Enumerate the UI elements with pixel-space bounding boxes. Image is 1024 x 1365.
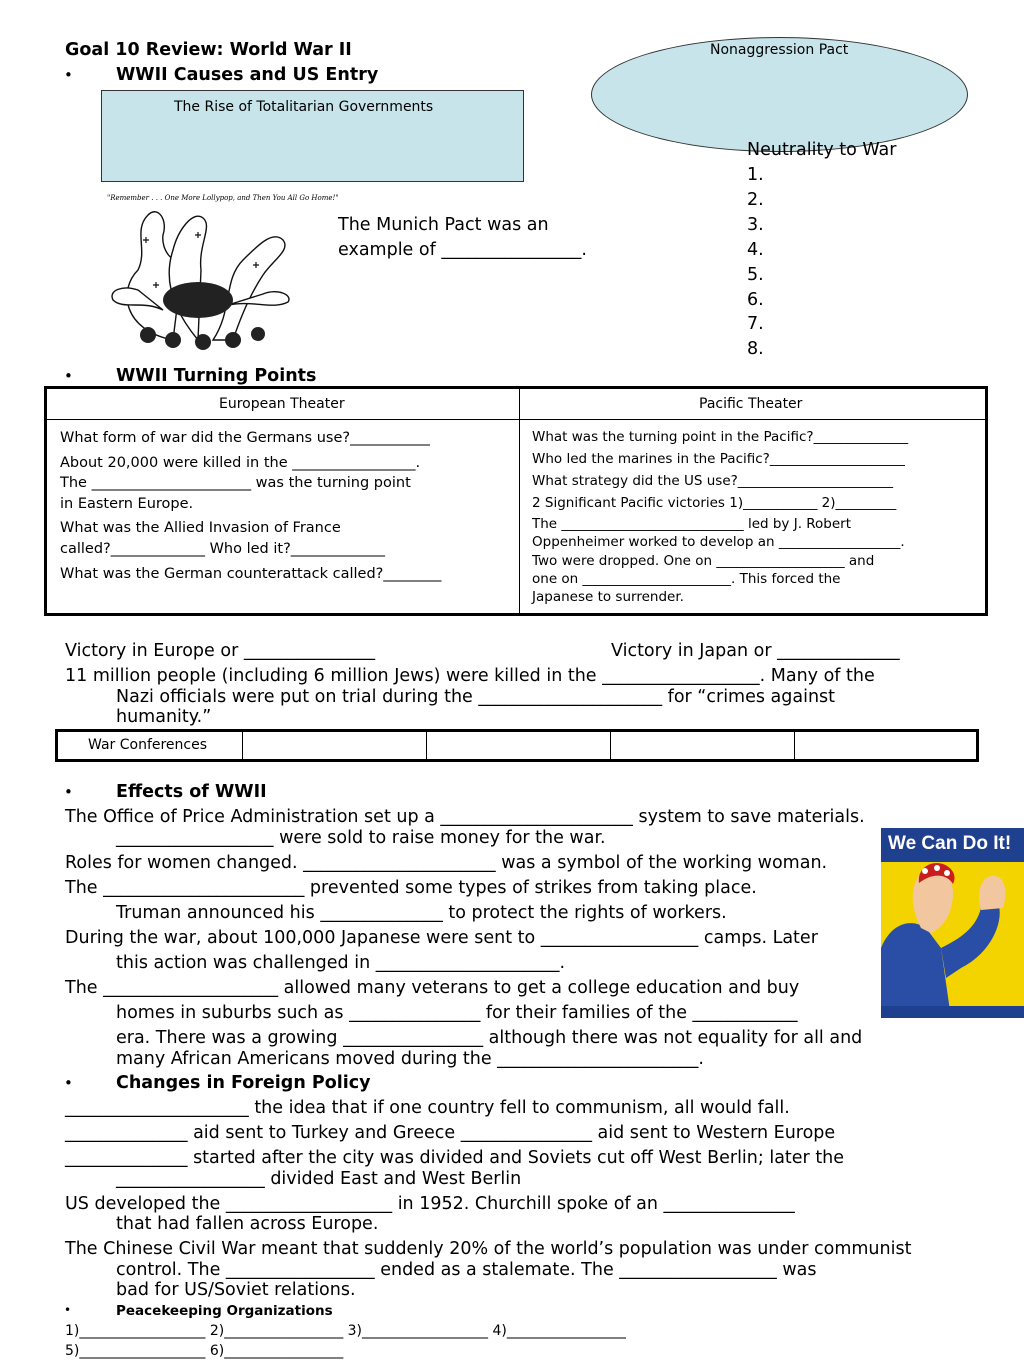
foreign-line: bad for US/Soviet relations.: [116, 1280, 356, 1300]
european-line: What was the Allied Invasion of France: [60, 520, 341, 536]
cartoon-caption: "Remember . . . One More Lollypop, and Then You All Go Home!": [107, 194, 339, 202]
we-can-do-it-poster: [881, 828, 1024, 1018]
section-heading-turning-points: WWII Turning Points: [116, 366, 317, 386]
foreign-line: that had fallen across Europe.: [116, 1214, 379, 1234]
foreign-line: ______________ aid sent to Turkey and Greece _______________ aid sent to Western Europe: [65, 1123, 836, 1143]
munich-line-1: The Munich Pact was an: [338, 215, 549, 235]
bullet-icon: •: [64, 367, 73, 385]
neutrality-title: Neutrality to War: [747, 140, 897, 160]
pacific-line: Oppenheimer worked to develop an __________________.: [532, 534, 905, 550]
page-title: Goal 10 Review: World War II: [65, 40, 352, 60]
neutrality-item: 3.: [747, 215, 764, 235]
foreign-line: The Chinese Civil War meant that suddenly 20% of the world’s population was under communist: [65, 1239, 912, 1259]
bullet-icon: •: [64, 66, 73, 84]
victory-europe: Victory in Europe or _______________: [65, 641, 376, 661]
pacific-line: one on ______________________. This forced the: [532, 571, 841, 587]
neutrality-item: 5.: [747, 265, 764, 285]
european-theater-header: European Theater: [219, 396, 345, 412]
pacific-line: Two were dropped. One on ___________________ and: [532, 553, 875, 569]
european-line: The ______________________ was the turning point: [60, 475, 411, 491]
pacific-line: The ___________________________ led by J. Robert: [532, 516, 852, 532]
nonaggression-pact-oval: [591, 37, 968, 152]
effects-line: __________________ were sold to raise money for the war.: [116, 828, 606, 848]
effects-line: The ____________________ allowed many veterans to get a college education and buy: [65, 978, 800, 998]
section-heading-causes: WWII Causes and US Entry: [116, 65, 379, 85]
holocaust-line-1: 11 million people (including 6 million Jews) were killed in the __________________. Many of the: [65, 666, 875, 686]
effects-line: The _______________________ prevented some types of strikes from taking place.: [65, 878, 757, 898]
foreign-line: control. The _________________ ended as a stalemate. The __________________ was: [116, 1260, 817, 1280]
rise-box-label: The Rise of Totalitarian Governments: [174, 99, 434, 115]
peacekeeping-line-1: 1)__________________ 2)_________________ 3)__________________ 4)_________________: [65, 1323, 626, 1339]
effects-line: many African Americans moved during the _______________________.: [116, 1049, 704, 1069]
effects-line: era. There was a growing ________________ although there was not equality for all and: [116, 1028, 863, 1048]
holocaust-line-3: humanity.”: [116, 707, 212, 727]
pacific-line: What strategy did the US use?_______________________: [532, 473, 894, 489]
section-heading-effects: Effects of WWII: [116, 782, 267, 802]
bullet-icon: •: [64, 783, 73, 801]
effects-line: Truman announced his ______________ to protect the rights of workers.: [116, 903, 727, 923]
bullet-icon: •: [64, 1303, 72, 1317]
foreign-line: US developed the ___________________ in 1952. Churchill spoke of an _______________: [65, 1194, 795, 1214]
european-line: What was the German counterattack called?________: [60, 566, 442, 582]
bullet-icon: •: [64, 1074, 73, 1092]
holocaust-line-2: Nazi officials were put on trial during the _____________________ for “crimes against: [116, 687, 836, 707]
effects-line: homes in suburbs such as _______________ for their families of the ____________: [116, 1003, 798, 1023]
turning-points-table: [44, 386, 988, 616]
cartoon-drawing-icon: [103, 190, 293, 350]
peacekeeping-line-2: 5)__________________ 6)_________________: [65, 1343, 344, 1359]
neutrality-item: 2.: [747, 190, 764, 210]
foreign-line: _________________ divided East and West Berlin: [116, 1169, 522, 1189]
war-conferences-table: [55, 729, 979, 762]
european-line: in Eastern Europe.: [60, 496, 194, 512]
political-cartoon: [103, 190, 339, 350]
foreign-line: _____________________ the idea that if one country fell to communism, all would fall.: [65, 1098, 790, 1118]
foreign-line: ______________ started after the city was divided and Soviets cut off West Berlin; later the: [65, 1148, 845, 1168]
rise-of-totalitarian-box: [101, 90, 524, 182]
section-heading-foreign-policy: Changes in Foreign Policy: [116, 1073, 371, 1093]
munich-line-2: example of ________________.: [338, 240, 587, 260]
pacific-line: Japanese to surrender.: [532, 589, 684, 605]
pacific-line: 2 Significant Pacific victories 1)___________ 2)_________: [532, 495, 897, 511]
effects-line: During the war, about 100,000 Japanese were sent to __________________ camps. Later: [65, 928, 818, 948]
oval-label: Nonaggression Pact: [710, 42, 849, 58]
section-heading-peacekeeping: Peacekeeping Organizations: [116, 1303, 333, 1319]
neutrality-item: 8.: [747, 339, 764, 359]
neutrality-item: 7.: [747, 314, 764, 334]
poster-text: We Can Do It!: [888, 833, 1012, 854]
effects-line: this action was challenged in _____________________.: [116, 953, 566, 973]
war-conferences-label: War Conferences: [88, 737, 208, 753]
pacific-theater-header: Pacific Theater: [699, 396, 803, 412]
european-line: What form of war did the Germans use?___________: [60, 430, 430, 446]
effects-line: Roles for women changed. ______________________ was a symbol of the working woman.: [65, 853, 828, 873]
european-line: About 20,000 were killed in the _________________.: [60, 455, 421, 471]
neutrality-item: 1.: [747, 165, 764, 185]
pacific-line: Who led the marines in the Pacific?____________________: [532, 451, 905, 467]
effects-line: The Office of Price Administration set up a ______________________ system to save materials.: [65, 807, 865, 827]
neutrality-item: 4.: [747, 240, 764, 260]
european-line: called?_____________ Who led it?_____________: [60, 541, 386, 557]
pacific-line: What was the turning point in the Pacific?______________: [532, 429, 909, 445]
rosie-figure-icon: [881, 828, 1024, 1018]
victory-japan: Victory in Japan or ______________: [611, 641, 900, 661]
neutrality-item: 6.: [747, 290, 764, 310]
